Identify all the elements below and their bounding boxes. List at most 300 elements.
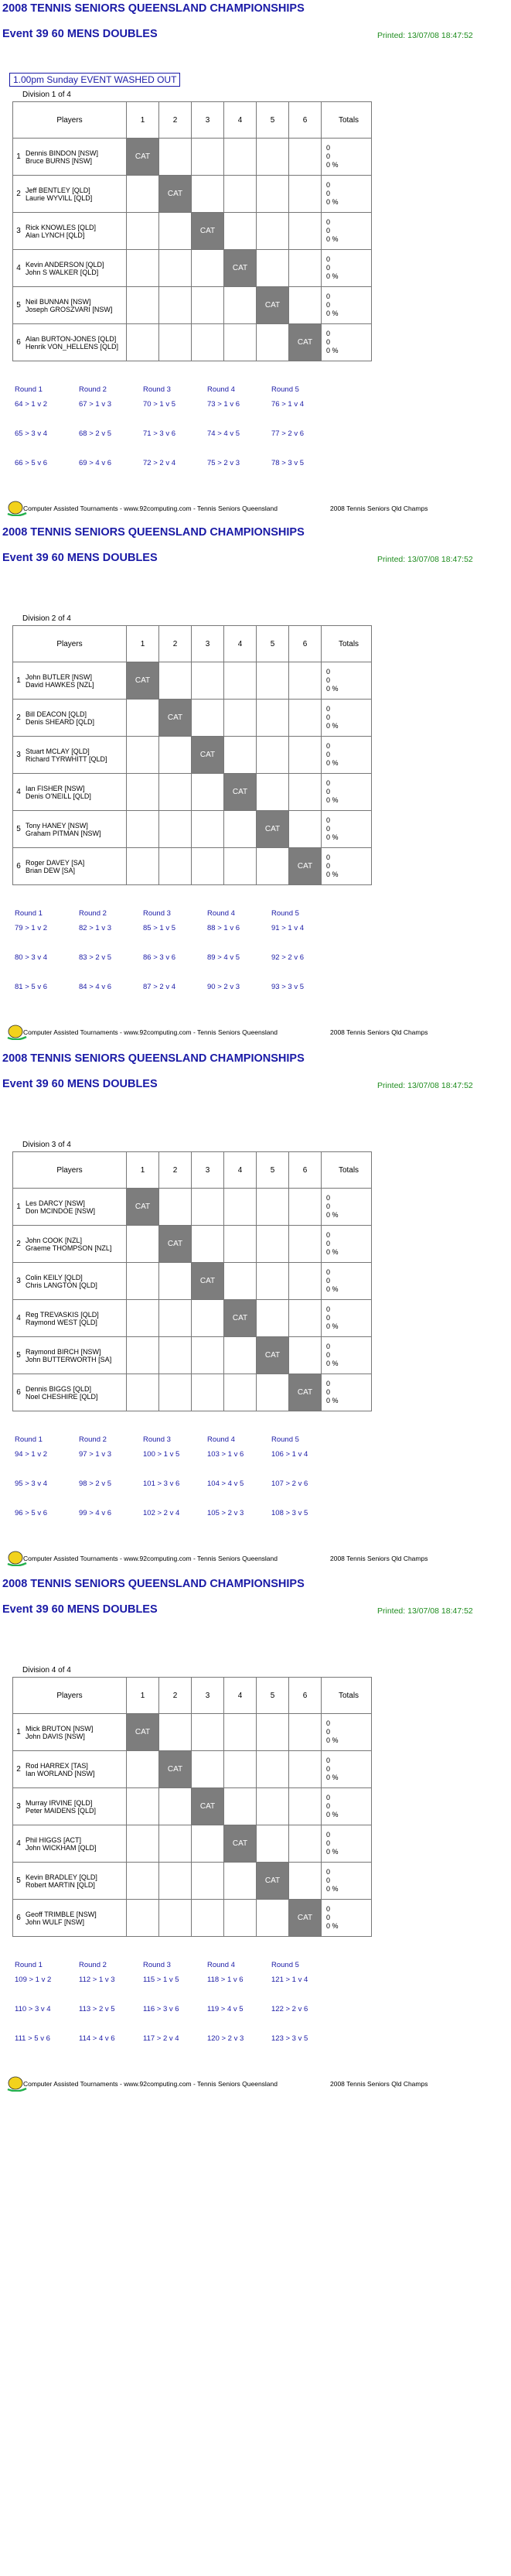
totals-value: 0 bbox=[326, 152, 331, 160]
match-entry: 106 > 1 v 4 bbox=[271, 1450, 308, 1459]
team-names bbox=[24, 1788, 127, 1825]
cat-cell: CAT bbox=[257, 811, 289, 848]
score-cell bbox=[257, 324, 289, 361]
score-cell bbox=[192, 250, 224, 287]
team-names bbox=[24, 139, 127, 176]
page-footer bbox=[7, 501, 502, 518]
score-cell bbox=[257, 1263, 289, 1300]
player-name: Jeff BENTLEY [QLD] bbox=[26, 186, 90, 194]
team-names bbox=[24, 774, 127, 811]
match-entry: 92 > 2 v 6 bbox=[271, 953, 304, 962]
player-name: Phil HIGGS [ACT] bbox=[26, 1835, 82, 1844]
table-row bbox=[13, 1226, 372, 1263]
seed-number: 4 bbox=[13, 1300, 25, 1337]
score-cell bbox=[289, 737, 322, 774]
totals-value: 0 bbox=[326, 779, 331, 787]
score-cell bbox=[159, 1374, 192, 1411]
seed-number: 4 bbox=[13, 1825, 25, 1863]
score-cell bbox=[192, 811, 224, 848]
score-cell bbox=[289, 700, 322, 737]
score-cell bbox=[257, 1189, 289, 1226]
table-header-row bbox=[13, 102, 372, 139]
team-names bbox=[24, 1900, 127, 1937]
score-cell bbox=[192, 1374, 224, 1411]
cat-cell: CAT bbox=[289, 324, 322, 361]
column-header: 4 bbox=[224, 102, 257, 139]
score-cell bbox=[127, 1788, 159, 1825]
table-row bbox=[13, 139, 372, 176]
player-name: Reg TREVASKIS [QLD] bbox=[26, 1310, 99, 1319]
seed-number: 3 bbox=[13, 213, 25, 250]
player-name: Neil BUNNAN [NSW] bbox=[26, 297, 91, 306]
match-entry: 76 > 1 v 4 bbox=[271, 400, 304, 409]
totals-header: Totals bbox=[322, 1152, 372, 1189]
column-header: 6 bbox=[289, 1678, 322, 1714]
column-header: 6 bbox=[289, 102, 322, 139]
seed-number: 6 bbox=[13, 848, 25, 885]
totals-cell bbox=[322, 139, 372, 176]
match-entry: 89 > 4 v 5 bbox=[207, 953, 240, 962]
match-entry: 114 > 4 v 6 bbox=[79, 2034, 115, 2043]
cat-cell: CAT bbox=[192, 213, 224, 250]
table-row bbox=[13, 811, 372, 848]
totals-value: 0 bbox=[326, 1343, 331, 1350]
totals-value: 0 bbox=[326, 227, 331, 234]
round-heading: Round 3 bbox=[143, 1961, 171, 1969]
totals-cell bbox=[322, 1825, 372, 1863]
footer-credit: Computer Assisted Tournaments - www.92computing.com - Tennis Seniors Queensland bbox=[23, 2080, 278, 2088]
score-cell bbox=[127, 737, 159, 774]
player-name: Dennis BIGGS [QLD] bbox=[26, 1384, 92, 1393]
seed-number: 1 bbox=[13, 139, 25, 176]
printed-timestamp: Printed: 13/07/08 18:47:52 bbox=[377, 1081, 473, 1090]
player-name: Bill DEACON [QLD] bbox=[26, 710, 87, 718]
totals-cell bbox=[322, 737, 372, 774]
score-cell bbox=[159, 774, 192, 811]
score-cell bbox=[257, 213, 289, 250]
cat-cell: CAT bbox=[192, 1263, 224, 1300]
players-header: Players bbox=[13, 626, 127, 662]
round-heading: Round 5 bbox=[271, 1961, 299, 1969]
round-heading: Round 4 bbox=[207, 1435, 235, 1444]
match-entry: 111 > 5 v 6 bbox=[15, 2034, 50, 2043]
score-cell bbox=[159, 1263, 192, 1300]
score-cell bbox=[192, 287, 224, 324]
score-cell bbox=[224, 324, 257, 361]
score-cell bbox=[159, 287, 192, 324]
score-cell bbox=[257, 774, 289, 811]
score-cell bbox=[159, 324, 192, 361]
page-title: 2008 TENNIS SENIORS QUEENSLAND CHAMPIONSHIPS bbox=[2, 2, 305, 15]
table-row bbox=[13, 774, 372, 811]
seed-number: 1 bbox=[13, 1189, 25, 1226]
player-name: Rick KNOWLES [QLD] bbox=[26, 223, 97, 231]
player-name: John BUTTERWORTH [SA] bbox=[26, 1355, 112, 1363]
score-cell bbox=[159, 848, 192, 885]
match-entry: 102 > 2 v 4 bbox=[143, 1509, 180, 1517]
table-row bbox=[13, 1863, 372, 1900]
player-name: Dennis BINDON [NSW] bbox=[26, 149, 99, 157]
totals-value: 0 % bbox=[326, 1322, 339, 1330]
totals-value: 0 bbox=[326, 713, 331, 721]
column-header: 3 bbox=[192, 626, 224, 662]
totals-value: 0 bbox=[326, 816, 331, 824]
totals-value: 0 % bbox=[326, 685, 339, 693]
totals-value: 0 bbox=[326, 1868, 331, 1876]
totals-value: 0 bbox=[326, 1876, 331, 1884]
cat-cell: CAT bbox=[289, 1900, 322, 1937]
cat-cell: CAT bbox=[257, 287, 289, 324]
table-row bbox=[13, 287, 372, 324]
score-cell bbox=[257, 1825, 289, 1863]
cat-cell: CAT bbox=[127, 1714, 159, 1751]
match-entry: 67 > 1 v 3 bbox=[79, 400, 111, 409]
totals-value: 0 bbox=[326, 825, 331, 833]
table-row bbox=[13, 213, 372, 250]
totals-value: 0 bbox=[326, 144, 331, 152]
seed-number: 3 bbox=[13, 737, 25, 774]
cat-cell: CAT bbox=[127, 1189, 159, 1226]
team-names bbox=[24, 213, 127, 250]
cat-cell: CAT bbox=[224, 1300, 257, 1337]
match-entry: 105 > 2 v 3 bbox=[207, 1509, 244, 1517]
match-entry: 74 > 4 v 5 bbox=[207, 429, 240, 438]
score-cell bbox=[257, 1226, 289, 1263]
division-page bbox=[0, 0, 511, 526]
cat-cell: CAT bbox=[289, 1374, 322, 1411]
team-names bbox=[24, 176, 127, 213]
score-cell bbox=[159, 1189, 192, 1226]
totals-cell bbox=[322, 1751, 372, 1788]
score-cell bbox=[159, 737, 192, 774]
round-heading: Round 2 bbox=[79, 1961, 107, 1969]
round-heading: Round 5 bbox=[271, 1435, 299, 1444]
score-cell bbox=[127, 700, 159, 737]
match-entry: 121 > 1 v 4 bbox=[271, 1976, 308, 1984]
totals-cell bbox=[322, 1189, 372, 1226]
players-header: Players bbox=[13, 1678, 127, 1714]
totals-value: 0 bbox=[326, 292, 331, 300]
score-cell bbox=[224, 1337, 257, 1374]
table-header-row bbox=[13, 1678, 372, 1714]
player-name: David HAWKES [NZL] bbox=[26, 680, 94, 689]
match-entry: 66 > 5 v 6 bbox=[15, 459, 47, 467]
player-name: John COOK [NZL] bbox=[26, 1236, 83, 1244]
player-name: Stuart MCLAY [QLD] bbox=[26, 747, 90, 755]
player-name: Don MCINDOE [NSW] bbox=[26, 1206, 96, 1215]
division-label: Division 4 of 4 bbox=[22, 1666, 71, 1675]
page-title: 2008 TENNIS SENIORS QUEENSLAND CHAMPIONSHIPS bbox=[2, 1052, 305, 1065]
totals-value: 0 bbox=[326, 218, 331, 226]
totals-value: 0 % bbox=[326, 161, 339, 169]
match-entry: 96 > 5 v 6 bbox=[15, 1509, 47, 1517]
round-heading: Round 3 bbox=[143, 909, 171, 918]
column-header: 2 bbox=[159, 1152, 192, 1189]
score-cell bbox=[224, 1226, 257, 1263]
totals-cell bbox=[322, 774, 372, 811]
score-cell bbox=[192, 1226, 224, 1263]
totals-value: 0 % bbox=[326, 1922, 339, 1930]
player-name: Peter MAIDENS [QLD] bbox=[26, 1806, 97, 1815]
table-row bbox=[13, 1751, 372, 1788]
score-cell bbox=[289, 250, 322, 287]
cat-cell: CAT bbox=[257, 1863, 289, 1900]
player-name: Mick BRUTON [NSW] bbox=[26, 1724, 94, 1733]
totals-value: 0 bbox=[326, 1314, 331, 1322]
totals-value: 0 % bbox=[326, 1811, 339, 1818]
table-row bbox=[13, 1189, 372, 1226]
team-names bbox=[24, 1863, 127, 1900]
totals-value: 0 % bbox=[326, 1885, 339, 1893]
score-cell bbox=[257, 848, 289, 885]
match-entry: 95 > 3 v 4 bbox=[15, 1480, 47, 1488]
match-entry: 112 > 1 v 3 bbox=[79, 1976, 115, 1984]
player-name: Richard TYRWHITT [QLD] bbox=[26, 754, 107, 763]
match-entry: 107 > 2 v 6 bbox=[271, 1480, 308, 1488]
player-name: Geoff TRIMBLE [NSW] bbox=[26, 1910, 97, 1918]
totals-value: 0 bbox=[326, 1802, 331, 1810]
column-header: 2 bbox=[159, 102, 192, 139]
cat-cell: CAT bbox=[192, 1788, 224, 1825]
event-title: Event 39 60 MENS DOUBLES bbox=[2, 1603, 158, 1616]
totals-cell bbox=[322, 250, 372, 287]
match-entry: 69 > 4 v 6 bbox=[79, 459, 111, 467]
player-name: Joseph GROSZVARI [NSW] bbox=[26, 305, 113, 313]
score-cell bbox=[159, 1337, 192, 1374]
player-name: Raymond BIRCH [NSW] bbox=[26, 1347, 101, 1356]
totals-value: 0 % bbox=[326, 1774, 339, 1781]
player-name: John WULF [NSW] bbox=[26, 1917, 85, 1926]
match-entry: 118 > 1 v 6 bbox=[207, 1976, 244, 1984]
totals-cell bbox=[322, 287, 372, 324]
totals-value: 0 bbox=[326, 264, 331, 272]
round-heading: Round 4 bbox=[207, 909, 235, 918]
match-entry: 91 > 1 v 4 bbox=[271, 924, 304, 932]
match-entry: 82 > 1 v 3 bbox=[79, 924, 111, 932]
totals-value: 0 bbox=[326, 668, 331, 676]
team-names bbox=[24, 1337, 127, 1374]
cat-cell: CAT bbox=[159, 1226, 192, 1263]
totals-value: 0 bbox=[326, 1719, 331, 1727]
footer-tournament: 2008 Tennis Seniors Qld Champs bbox=[330, 505, 428, 512]
match-entry: 77 > 2 v 6 bbox=[271, 429, 304, 438]
totals-value: 0 % bbox=[326, 871, 339, 878]
team-names bbox=[24, 811, 127, 848]
score-cell bbox=[192, 1825, 224, 1863]
round-heading: Round 1 bbox=[15, 1961, 43, 1969]
totals-cell bbox=[322, 848, 372, 885]
score-cell bbox=[127, 213, 159, 250]
score-cell bbox=[257, 700, 289, 737]
totals-value: 0 bbox=[326, 1202, 331, 1210]
page-footer bbox=[7, 1025, 502, 1042]
column-header: 4 bbox=[224, 1678, 257, 1714]
cat-cell: CAT bbox=[127, 662, 159, 700]
score-cell bbox=[289, 1300, 322, 1337]
division-label: Division 1 of 4 bbox=[22, 91, 71, 99]
column-header: 3 bbox=[192, 1678, 224, 1714]
column-header: 6 bbox=[289, 1152, 322, 1189]
totals-value: 0 bbox=[326, 1380, 331, 1387]
totals-value: 0 % bbox=[326, 1397, 339, 1404]
column-header: 3 bbox=[192, 1152, 224, 1189]
match-entry: 88 > 1 v 6 bbox=[207, 924, 240, 932]
table-header-row bbox=[13, 1152, 372, 1189]
player-name: John S WALKER [QLD] bbox=[26, 268, 99, 276]
team-names bbox=[24, 1751, 127, 1788]
score-cell bbox=[159, 1900, 192, 1937]
totals-value: 0 bbox=[326, 676, 331, 684]
match-entry: 70 > 1 v 5 bbox=[143, 400, 175, 409]
page-title: 2008 TENNIS SENIORS QUEENSLAND CHAMPIONSHIPS bbox=[2, 1578, 305, 1590]
match-entry: 98 > 2 v 5 bbox=[79, 1480, 111, 1488]
team-names bbox=[24, 1300, 127, 1337]
round-heading: Round 2 bbox=[79, 909, 107, 918]
totals-value: 0 bbox=[326, 1277, 331, 1285]
score-cell bbox=[192, 1714, 224, 1751]
table-row bbox=[13, 1374, 372, 1411]
cat-cell: CAT bbox=[224, 250, 257, 287]
table-row bbox=[13, 1788, 372, 1825]
seed-number: 5 bbox=[13, 1337, 25, 1374]
seed-number: 1 bbox=[13, 662, 25, 700]
totals-cell bbox=[322, 1788, 372, 1825]
footer-credit: Computer Assisted Tournaments - www.92computing.com - Tennis Seniors Queensland bbox=[23, 1028, 278, 1036]
match-entry: 71 > 3 v 6 bbox=[143, 429, 175, 438]
totals-value: 0 bbox=[326, 862, 331, 870]
score-cell bbox=[127, 1900, 159, 1937]
player-name: Brian DEW [SA] bbox=[26, 866, 76, 874]
totals-value: 0 % bbox=[326, 1848, 339, 1856]
cat-cell: CAT bbox=[159, 1751, 192, 1788]
table-row bbox=[13, 1714, 372, 1751]
round-heading: Round 1 bbox=[15, 385, 43, 394]
division-page bbox=[0, 1050, 511, 1576]
footer-tournament: 2008 Tennis Seniors Qld Champs bbox=[330, 1555, 428, 1562]
column-header: 5 bbox=[257, 626, 289, 662]
score-cell bbox=[257, 1714, 289, 1751]
totals-cell bbox=[322, 1226, 372, 1263]
totals-cell bbox=[322, 811, 372, 848]
totals-value: 0 % bbox=[326, 796, 339, 804]
score-cell bbox=[289, 213, 322, 250]
table-header-row bbox=[13, 626, 372, 662]
score-cell bbox=[192, 139, 224, 176]
column-header: 1 bbox=[127, 1152, 159, 1189]
player-name: Graeme THOMPSON [NZL] bbox=[26, 1244, 112, 1252]
seed-number: 2 bbox=[13, 700, 25, 737]
team-names bbox=[24, 737, 127, 774]
player-name: Denis O'NEILL [QLD] bbox=[26, 792, 91, 800]
score-cell bbox=[257, 1900, 289, 1937]
totals-header: Totals bbox=[322, 1678, 372, 1714]
match-entry: 100 > 1 v 5 bbox=[143, 1450, 180, 1459]
column-header: 6 bbox=[289, 626, 322, 662]
seed-number: 6 bbox=[13, 324, 25, 361]
score-cell bbox=[127, 1863, 159, 1900]
match-entry: 101 > 3 v 6 bbox=[143, 1480, 180, 1488]
player-name: Murray IRVINE [QLD] bbox=[26, 1798, 93, 1807]
round-heading: Round 2 bbox=[79, 1435, 107, 1444]
player-name: Kevin ANDERSON [QLD] bbox=[26, 260, 104, 269]
score-cell bbox=[289, 1751, 322, 1788]
totals-value: 0 % bbox=[326, 833, 339, 841]
score-cell bbox=[224, 1751, 257, 1788]
totals-value: 0 bbox=[326, 255, 331, 263]
match-entry: 99 > 4 v 6 bbox=[79, 1509, 111, 1517]
round-heading: Round 5 bbox=[271, 909, 299, 918]
score-cell bbox=[224, 287, 257, 324]
table-row bbox=[13, 848, 372, 885]
match-entry: 122 > 2 v 6 bbox=[271, 2005, 308, 2013]
seed-number: 5 bbox=[13, 1863, 25, 1900]
score-cell bbox=[224, 1788, 257, 1825]
totals-value: 0 % bbox=[326, 722, 339, 730]
totals-cell bbox=[322, 176, 372, 213]
match-entry: 64 > 1 v 2 bbox=[15, 400, 47, 409]
score-cell bbox=[127, 774, 159, 811]
player-name: Henrik VON_HELLENS [QLD] bbox=[26, 342, 119, 351]
division-label: Division 2 of 4 bbox=[22, 614, 71, 623]
score-cell bbox=[289, 287, 322, 324]
table-row bbox=[13, 700, 372, 737]
round-heading: Round 4 bbox=[207, 1961, 235, 1969]
totals-value: 0 % bbox=[326, 198, 339, 206]
player-name: Raymond WEST [QLD] bbox=[26, 1318, 97, 1326]
seed-number: 2 bbox=[13, 1751, 25, 1788]
round-heading: Round 3 bbox=[143, 1435, 171, 1444]
totals-value: 0 bbox=[326, 1194, 331, 1202]
score-cell bbox=[257, 1374, 289, 1411]
match-entry: 93 > 3 v 5 bbox=[271, 983, 304, 991]
totals-value: 0 bbox=[326, 338, 331, 346]
column-header: 3 bbox=[192, 102, 224, 139]
score-cell bbox=[289, 1863, 322, 1900]
cat-cell: CAT bbox=[257, 1337, 289, 1374]
player-name: Robert MARTIN [QLD] bbox=[26, 1880, 95, 1889]
score-cell bbox=[192, 324, 224, 361]
column-header: 2 bbox=[159, 626, 192, 662]
score-cell bbox=[127, 1751, 159, 1788]
match-entry: 123 > 3 v 5 bbox=[271, 2034, 308, 2043]
totals-value: 0 bbox=[326, 788, 331, 795]
totals-value: 0 % bbox=[326, 310, 339, 317]
table-row bbox=[13, 324, 372, 361]
totals-value: 0 bbox=[326, 705, 331, 713]
team-names bbox=[24, 662, 127, 700]
player-name: Rod HARREX [TAS] bbox=[26, 1761, 88, 1770]
score-cell bbox=[289, 1263, 322, 1300]
totals-cell bbox=[322, 1900, 372, 1937]
match-entry: 110 > 3 v 4 bbox=[15, 2005, 51, 2013]
totals-value: 0 % bbox=[326, 1736, 339, 1744]
player-name: Denis SHEARD [QLD] bbox=[26, 717, 95, 726]
score-cell bbox=[257, 737, 289, 774]
seed-number: 4 bbox=[13, 250, 25, 287]
player-name: Alan BURTON-JONES [QLD] bbox=[26, 334, 117, 343]
score-cell bbox=[127, 1337, 159, 1374]
player-name: Les DARCY [NSW] bbox=[26, 1199, 85, 1207]
score-cell bbox=[159, 1300, 192, 1337]
footer-credit: Computer Assisted Tournaments - www.92computing.com - Tennis Seniors Queensland bbox=[23, 505, 278, 512]
score-cell bbox=[127, 1226, 159, 1263]
round-heading: Round 1 bbox=[15, 1435, 43, 1444]
score-cell bbox=[289, 176, 322, 213]
table-row bbox=[13, 176, 372, 213]
score-cell bbox=[159, 213, 192, 250]
player-name: John DAVIS [NSW] bbox=[26, 1732, 85, 1740]
score-cell bbox=[127, 1825, 159, 1863]
